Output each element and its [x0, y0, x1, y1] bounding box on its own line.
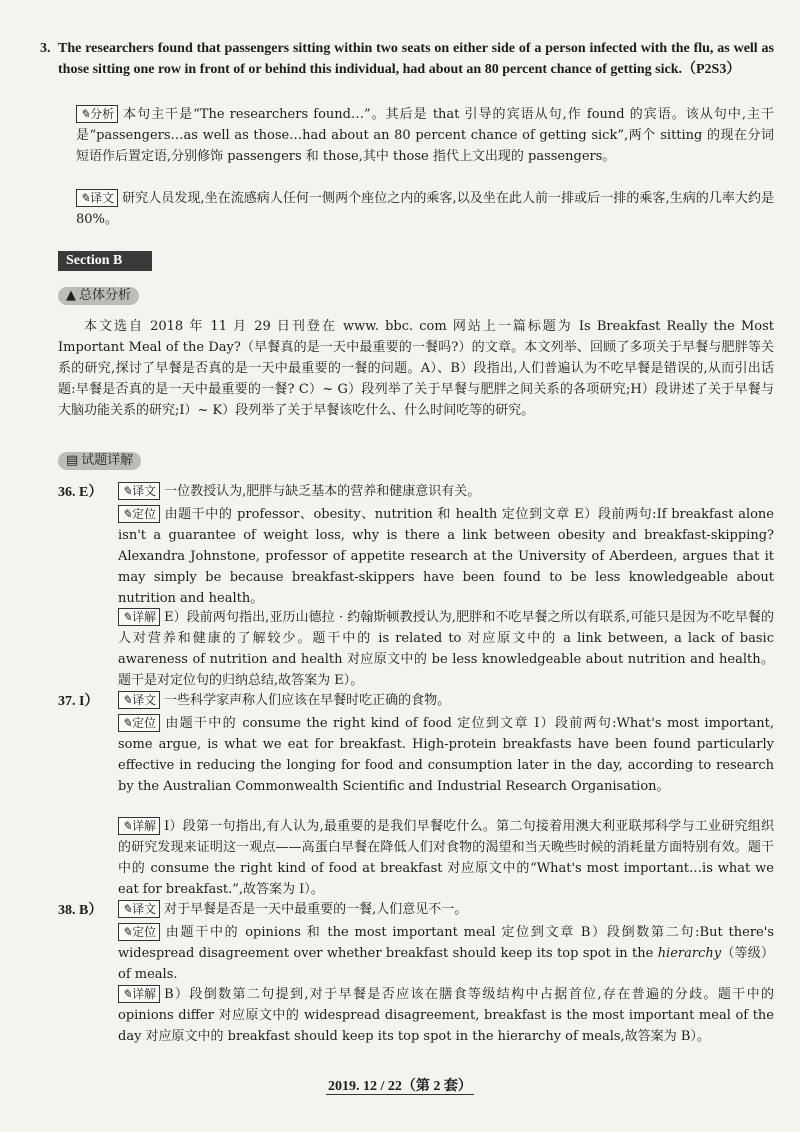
book-icon: ▤ — [66, 453, 79, 468]
detail-tag: ✎详解 — [118, 985, 160, 1003]
q3-analysis — [76, 104, 774, 167]
q37-translation: ✎译文 一些科学家声称人们应该在早餐时吃正确的食物。 — [118, 690, 774, 711]
pencil-icon: ✎ — [80, 191, 91, 205]
q3-analysis-text: 本句主干是“The researchers found…”。其后是 that 引导的宾语从句,作 found 的宾语。该从句中,主干是“passengers…as well as those…had about an 80 percent chance of getting sick”,两个 sitting 的现在分词短语作后置定语,分别修饰 passengers 和 those,其中 those 指代上文出现的 passengers。 — [76, 107, 774, 164]
triangle-icon: ▲ — [66, 288, 76, 303]
pencil-icon: ✎ — [122, 987, 133, 1001]
detail-label: ▤ 试题详解 — [58, 452, 141, 470]
pencil-icon: ✎ — [122, 925, 133, 939]
question-37-number: 37. I） — [58, 694, 99, 709]
pencil-icon: ✎ — [122, 484, 133, 498]
detail-tag: ✎详解 — [118, 608, 160, 626]
q3-text: The researchers found that passengers sitting within two seats on either side of a person infected with the flu, as well as those sitting one row in front of or behind this individual, had about an 80 percent chance of getting sick.（P2S3） — [58, 41, 774, 77]
q38-location: ✎定位 由题干中的 opinions 和 the most important meal 定位到文章 B）段倒数第二句:But there's widespread disagreement over whether breakfast should keep its top spot in the hierarchy（等级）of meals. — [118, 925, 774, 982]
pencil-icon: ✎ — [122, 819, 133, 833]
q36-detail: ✎详解 E）段前两句指出,亚历山德拉 · 约翰斯顿教授认为,肥胖和不吃早餐之所以有联系,可能只是因为不吃早餐的人对营养和健康的了解较少。题干中的 is related to 对应原文中的 a link between, a lack of basic awareness of nutrition and health 对应原文中的 be less knowledgeable about nutrition and health。题干是对定位句的归纳总结,故答案为 E）。 — [118, 610, 774, 688]
location-tag: ✎定位 — [118, 923, 160, 941]
q38-detail: ✎详解 B）段倒数第二句提到,对于早餐是否应该在膳食等级结构中占据首位,存在普遍的分歧。题干中的 opinions differ 对应原文中的 widespread disagreement, breakfast is the most important meal of the day 对应原文中的 breakfast should keep its top spot in the hierarchy of meals,故答案为 B）。 — [118, 987, 774, 1044]
q3-translation-text: 研究人员发现,坐在流感病人任何一侧两个座位之内的乘客,以及坐在此人前一排或后一排的乘客,生病的几率大约是 80%。 — [76, 191, 774, 227]
translation-tag: ✎译文 — [76, 189, 118, 207]
pencil-icon: ✎ — [122, 902, 133, 916]
pencil-icon: ✎ — [122, 716, 133, 730]
q3-translation — [76, 188, 774, 230]
pencil-icon: ✎ — [122, 693, 133, 707]
q3-sentence — [40, 38, 774, 80]
translation-tag: ✎译文 — [118, 482, 160, 500]
q38-translation: ✎译文 对于早餐是否是一天中最重要的一餐,人们意见不一。 — [118, 899, 774, 920]
pencil-icon: ✎ — [122, 610, 133, 624]
translation-tag: ✎译文 — [118, 691, 160, 709]
section-b-heading: Section B — [58, 251, 152, 271]
overview-label: ▲ 总体分析 — [58, 287, 139, 305]
detail-tag: ✎详解 — [118, 817, 160, 835]
pencil-icon: ✎ — [80, 107, 91, 121]
overview-paragraph: 本文选自 2018 年 11 月 29 日刊登在 www. bbc. com 网站上一篇标题为 Is Breakfast Really the Most Important Meal of the Day?（早餐真的是一天中最重要的一餐吗?）的文章。本文列举、回顾了多项关于早餐与肥胖等关系的研究,探讨了早餐是否真的是一天中最重要的一餐的问题。A）、B）段指出,人们普遍认为不吃早餐是错误的,从而引出话题:早餐是否真的是一天中最重要的一餐? C）~ G）段列举了关于早餐与肥胖之间关系的各项研究;H）段讲述了关于早餐与大脑功能关系的研究;I）~ K）段列举了关于早餐该吃什么、什么时间吃等的研究。 — [58, 319, 774, 418]
analysis-tag: ✎分析 — [76, 105, 118, 123]
q37-detail: ✎详解 I）段第一句指出,有人认为,最重要的是我们早餐吃什么。第二句接着用澳大利亚联邦科学与工业研究组织的研究发现来证明这一观点——高蛋白早餐在降低人们对食物的渴望和当天晚些时候的消耗量方面特别有效。题干中的 consume the right kind of food at breakfast 对应原文中的“What's most important…is what we eat for breakfast.”,故答案为 I）。 — [118, 819, 774, 897]
location-tag: ✎定位 — [118, 714, 160, 732]
location-tag: ✎定位 — [118, 505, 160, 523]
page-footer: 2019. 12 / 22（第 2 套） — [328, 1079, 472, 1094]
question-38-number: 38. B） — [58, 903, 103, 918]
q3-number: 3. — [40, 41, 51, 56]
q36-translation: ✎译文 一位教授认为,肥胖与缺乏基本的营养和健康意识有关。 — [118, 481, 774, 502]
hierarchy-term: hierarchy — [657, 946, 722, 961]
pencil-icon: ✎ — [122, 507, 133, 521]
q36-location: ✎定位 由题干中的 professor、obesity、nutrition 和 health 定位到文章 E）段前两句:If breakfast alone isn't a guarantee of weight loss, why is there a link between obesity and breakfast-skipping? Alexandra Johnstone, professor of appetite research at the University of Aberdeen, argues that it may simply be because breakfast-skippers have been found to be less knowledgeable about nutrition and health。 — [118, 507, 774, 606]
question-36-number: 36. E） — [58, 485, 103, 500]
q37-location: ✎定位 由题干中的 consume the right kind of food 定位到文章 I）段前两句:What's most important, some argue, is what we eat for breakfast. High-protein breakfasts have been found particularly effective in reducing the longing for food and consumption later in the day, according to research by the Australian Commonwealth Scientific and Industrial Research Organisation。 — [118, 716, 774, 794]
translation-tag: ✎译文 — [118, 900, 160, 918]
